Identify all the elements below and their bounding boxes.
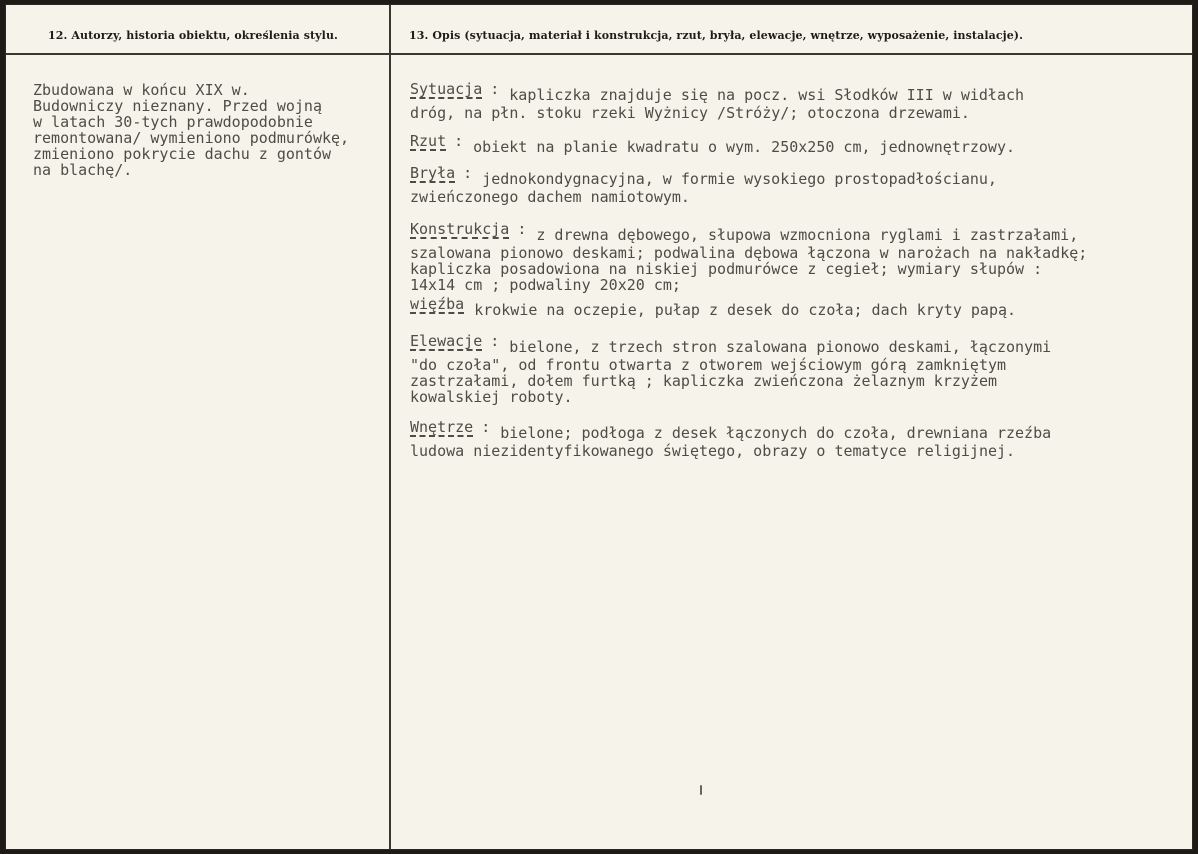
section-continuation: szalowana pionowo deskami; podwalina dębowa łączona w narożach na nakładkę; kapliczka posadowiona na niskiej podmurówce z cegieł; wymiary słupów : 14x14 cm ; podwaliny 20x20 cm;: [410, 244, 1088, 294]
column-divider: [389, 5, 391, 849]
section-rzut: [410, 132, 1016, 157]
section-first-line: obiekt na planie kwadratu o wym. 250x250 cm, jednownętrzowy.: [473, 138, 1016, 156]
section-label: Wnętrze :: [410, 418, 491, 436]
header-authors-history: 12. Autorzy, historia obiektu, określenia stylu.: [48, 29, 338, 42]
section-first-line: bielone, z trzech stron szalowana pionowo deskami, łączonymi: [509, 338, 1052, 356]
section-continuation: dróg, na płn. stoku rzeki Wyżnicy /Stróży/; otoczona drzewami.: [410, 104, 970, 122]
section-label: Elewacje :: [410, 332, 500, 350]
section-bryla: [410, 164, 997, 206]
history-text: Zbudowana w końcu XIX w. Budowniczy nieznany. Przed wojną w latach 30-tych prawdopodobnie remontowana/ wymieniono podmurówkę, zmieniono pokrycie dachu z gontów na blachę/.: [33, 81, 350, 179]
header-rule: [6, 53, 1192, 55]
ink-mark: [700, 785, 702, 795]
section-label: Bryła :: [410, 164, 473, 182]
record-card: [5, 4, 1193, 850]
section-label: więźba: [410, 295, 465, 313]
section-konstrukcja: [410, 220, 1088, 294]
section-wnetrze: [410, 418, 1052, 460]
section-label: Rzut :: [410, 132, 464, 150]
header-description: 13. Opis (sytuacja, materiał i konstrukcja, rzut, bryła, elewacje, wnętrze, wyposażenie, instalacje).: [409, 29, 1024, 42]
section-continuation: zwieńczonego dachem namiotowym.: [410, 188, 690, 206]
section-label: Sytuacja :: [410, 80, 500, 98]
section-continuation: "do czoła", od frontu otwarta z otworem wejściowym górą zamkniętym zastrzałami, dołem furtką ; kapliczka zwieńczona żelaznym krzyżem kowalskiej roboty.: [410, 356, 1007, 406]
section-elewacje: [410, 332, 1052, 406]
section-first-line: krokwie na oczepie, pułap z desek do czoła; dach kryty papą.: [474, 301, 1017, 319]
section-first-line: jednokondygnacyjna, w formie wysokiego prostopadłościanu,: [482, 170, 997, 188]
section-first-line: bielone; podłoga z desek łączonych do czoła, drewniana rzeźba: [500, 424, 1052, 442]
section-first-line: kapliczka znajduje się na pocz. wsi Słodków III w widłach: [509, 86, 1025, 104]
section-continuation: ludowa niezidentyfikowanego świętego, obrazy o tematyce religijnej.: [410, 442, 1016, 460]
section-first-line: z drewna dębowego, słupowa wzmocniona ryglami i zastrzałami,: [536, 226, 1079, 244]
section-label: Konstrukcja :: [410, 220, 527, 238]
section-wiezba: [410, 295, 1017, 320]
section-sytuacja: [410, 80, 1025, 122]
